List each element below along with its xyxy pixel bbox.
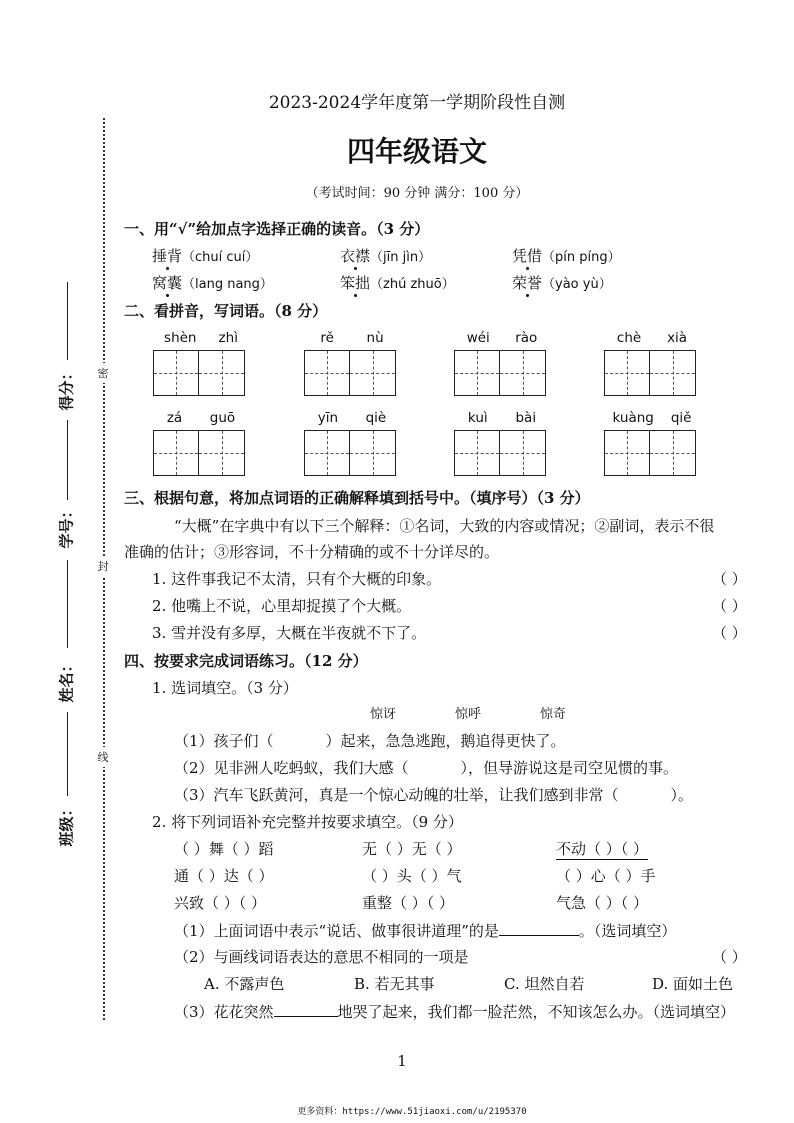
page-title: 四年级语文 xyxy=(346,135,487,168)
q1-word: 窝囊 xyxy=(152,274,183,292)
writing-box[interactable] xyxy=(304,350,350,396)
q1-item-5 xyxy=(340,272,455,293)
word-choice: 惊奇 xyxy=(540,707,567,722)
score-label: 得分： xyxy=(57,365,76,411)
q3-intro-line1: “大概”在字典中有以下三个解释：①名词，大致的内容或情况；②副词，表示不很 xyxy=(174,517,715,535)
fill-sentence-1 xyxy=(174,730,566,751)
q1-pinyin[interactable]: （pín píng） xyxy=(542,250,621,265)
sentence-part: ）。 xyxy=(670,786,694,804)
grid-pinyin xyxy=(153,410,249,426)
grid-pinyin xyxy=(304,330,400,346)
id-underline-top xyxy=(67,420,68,500)
pinyin-syllable: kuàng xyxy=(612,410,654,426)
pinyin-syllable: xià xyxy=(667,330,688,346)
answer-paren[interactable]: （ ） xyxy=(712,597,747,615)
sentence-part: 。（选词填空） xyxy=(578,922,677,940)
idiom[interactable]: （ ）头（ ）气 xyxy=(362,867,462,885)
seal-char-xian: 线 xyxy=(96,747,110,767)
writing-box[interactable] xyxy=(500,350,546,396)
pinyin-syllable: shèn xyxy=(164,330,197,346)
writing-box[interactable] xyxy=(199,350,245,396)
idiom[interactable]: （ ）舞（ ）蹈 xyxy=(174,840,274,858)
q2-heading: 二、看拼音，写词语。（8 分） xyxy=(124,302,328,320)
writing-box[interactable] xyxy=(350,350,396,396)
writing-box[interactable] xyxy=(454,350,500,396)
grid-pinyin xyxy=(454,330,550,346)
grid-pinyin xyxy=(604,330,700,346)
sentence-part: （3）汽车飞跃黄河，真是一个惊心动魄的壮举，让我们感到非常（ xyxy=(174,786,619,804)
grid-pinyin xyxy=(454,410,550,426)
exam-info: （考试时间：90 分钟 满分：100 分） xyxy=(305,186,529,201)
option-c[interactable]: C. 坦然自若 xyxy=(504,975,585,993)
q1-item-1 xyxy=(152,245,258,266)
idiom[interactable]: 无（ ）无（ ） xyxy=(362,840,462,858)
q1-word: 捶背 xyxy=(152,247,183,265)
writing-box[interactable] xyxy=(454,430,500,476)
id-underline xyxy=(67,560,68,648)
word-choice: 惊呼 xyxy=(455,707,482,722)
pinyin-syllable: rào xyxy=(515,330,538,346)
idiom[interactable]: 重整（ ）（ ） xyxy=(362,894,455,912)
writing-box[interactable] xyxy=(199,430,245,476)
answer-paren[interactable]: （ ） xyxy=(712,624,747,642)
id-label: 学号： xyxy=(57,503,76,549)
pinyin-syllable: wéi xyxy=(466,330,490,346)
q1-pinyin[interactable]: （yào yù） xyxy=(542,277,612,292)
fill-blank[interactable] xyxy=(274,1000,338,1017)
writing-box[interactable] xyxy=(153,430,199,476)
sentence-part: （3）花花突然 xyxy=(174,1003,274,1021)
idiom[interactable]: 通（ ）达（ ） xyxy=(174,867,274,885)
name-underline xyxy=(67,712,68,796)
writing-box[interactable] xyxy=(304,430,350,476)
q3-sentence-2: 2. 他嘴上不说，心里却捉摸了个大概。 xyxy=(152,597,412,615)
writing-box[interactable] xyxy=(350,430,396,476)
footer-link[interactable]: 更多资料：https://www.51jiaoxi.com/u/2195370 xyxy=(297,1107,527,1117)
answer-paren[interactable]: （ ） xyxy=(712,948,747,966)
option-d[interactable]: D. 面如土色 xyxy=(652,975,734,993)
seal-char-mi: 密 xyxy=(96,363,110,383)
pinyin-syllable: guō xyxy=(209,410,236,426)
q1-heading: 一、用“√”给加点字选择正确的读音。（3 分） xyxy=(124,220,430,238)
sentence-part: ）起来，急急逃跑，鹅追得更快了。 xyxy=(325,732,566,750)
writing-box[interactable] xyxy=(153,350,199,396)
word-choice: 惊讶 xyxy=(370,707,397,722)
answer-paren[interactable]: （ ） xyxy=(712,570,747,588)
grid-pinyin xyxy=(153,330,249,346)
writing-box[interactable] xyxy=(604,430,650,476)
q3-sentence-3: 3. 雪并没有多厚，大概在半夜就不下了。 xyxy=(152,624,427,642)
q3-sentence-1: 1. 这件事我记不太清，只有个大概的印象。 xyxy=(152,570,442,588)
q4-sub1: 1. 选词填空。（3 分） xyxy=(152,679,298,697)
sentence-part: 地哭了起来，我们都一脸茫然，不知该怎么办。（选词填空） xyxy=(337,1003,736,1021)
idiom[interactable]: 兴致（ ）（ ） xyxy=(174,894,267,912)
fill-sentence-2 xyxy=(174,757,678,778)
grid-pinyin xyxy=(604,410,700,426)
q1-item-2 xyxy=(340,245,431,266)
q1-pinyin[interactable]: （zhú zhuō） xyxy=(370,277,455,292)
q4-sub2: 2. 将下列词语补充完整并按要求填空。（9 分） xyxy=(152,813,463,831)
q1-word: 衣襟 xyxy=(340,247,371,265)
fill-blank[interactable] xyxy=(499,919,579,936)
q4-part1 xyxy=(174,919,676,941)
grid-pinyin xyxy=(304,410,400,426)
q1-word: 荣誉 xyxy=(512,274,543,292)
writing-box[interactable] xyxy=(650,430,696,476)
pinyin-syllable: bài xyxy=(515,410,537,426)
page-number: 1 xyxy=(397,1052,407,1070)
pinyin-syllable: nù xyxy=(366,330,384,346)
option-a[interactable]: A. 不露声色 xyxy=(204,975,285,993)
writing-box[interactable] xyxy=(500,430,546,476)
pinyin-syllable: zá xyxy=(166,410,183,426)
q1-item-6 xyxy=(512,272,612,293)
q1-pinyin[interactable]: （jīn jìn） xyxy=(370,250,432,265)
q3-intro-line2: 准确的估计；③形容词，不十分精确的或不十分详尽的。 xyxy=(124,543,500,561)
q4-part2: （2）与画线词语表达的意思不相同的一项是 xyxy=(174,948,469,966)
q4-heading: 四、按要求完成词语练习。（12 分） xyxy=(124,652,368,670)
name-label: 姓名： xyxy=(57,657,76,703)
pinyin-syllable: qiě xyxy=(670,410,692,426)
exam-title-top: 2023-2024学年度第一学期阶段性自测 xyxy=(268,93,566,113)
pinyin-syllable: zhì xyxy=(218,330,238,346)
sentence-part: （1）上面词语中表示“说话、做事很讲道理”的是 xyxy=(174,922,499,940)
writing-box[interactable] xyxy=(650,350,696,396)
class-label: 班级： xyxy=(57,801,76,847)
pinyin-syllable: qiè xyxy=(365,410,387,426)
pinyin-syllable: rě xyxy=(320,330,334,346)
sentence-part: （1）孩子们（ xyxy=(174,732,274,750)
q1-item-3 xyxy=(512,245,621,266)
q1-pinyin[interactable]: （chuí cuí） xyxy=(182,250,259,265)
sentence-part: （2）见非洲人吃蚂蚁，我们大感（ xyxy=(174,759,409,777)
pinyin-syllable: kuì xyxy=(467,410,488,426)
idiom[interactable]: 气急（ ）（ ） xyxy=(556,894,649,912)
q4-part3 xyxy=(174,1000,735,1022)
idiom-underlined[interactable]: 不动（ ）（ ） xyxy=(556,840,649,858)
seal-char-feng: 封 xyxy=(96,556,110,576)
pinyin-syllable: chè xyxy=(616,330,642,346)
idiom[interactable]: （ ）心（ ）手 xyxy=(556,867,656,885)
score-underline xyxy=(67,282,68,360)
fill-sentence-3 xyxy=(174,784,693,805)
writing-box[interactable] xyxy=(604,350,650,396)
q3-heading: 三、根据句意，将加点词语的正确解释填到括号中。（填序号）（3 分） xyxy=(124,489,590,507)
q1-pinyin[interactable]: （lang nang） xyxy=(182,277,273,292)
sentence-part: ），但导游说这是司空见惯的事。 xyxy=(460,759,679,777)
q1-item-4 xyxy=(152,272,273,293)
pinyin-syllable: yīn xyxy=(317,410,339,426)
option-b[interactable]: B. 若无其事 xyxy=(354,975,435,993)
q1-word: 笨拙 xyxy=(340,274,371,292)
q1-word: 凭借 xyxy=(512,247,543,265)
